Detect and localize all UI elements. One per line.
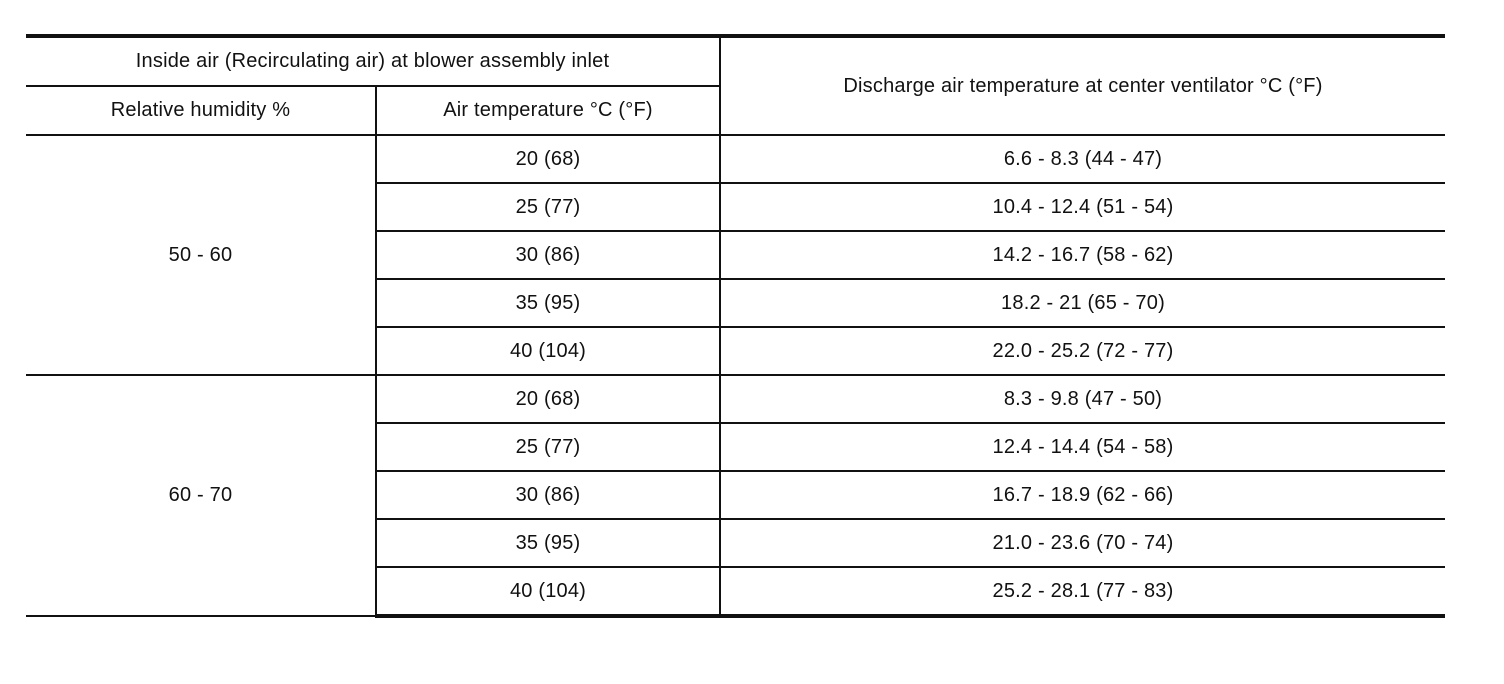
header-inside-air-group: Inside air (Recirculating air) at blower assembly inlet [26,36,720,86]
air-temp-cell: 30 (86) [376,471,720,519]
table-row [26,135,1445,183]
discharge-cell: 22.0 - 25.2 (72 - 77) [720,327,1445,375]
table-header [26,36,1445,135]
performance-spec-table [26,34,1445,618]
air-temp-cell: 35 (95) [376,519,720,567]
air-temp-cell: 30 (86) [376,231,720,279]
discharge-cell: 25.2 - 28.1 (77 - 83) [720,567,1445,616]
discharge-cell: 10.4 - 12.4 (51 - 54) [720,183,1445,231]
discharge-cell: 18.2 - 21 (65 - 70) [720,279,1445,327]
air-temp-cell: 20 (68) [376,135,720,183]
header-discharge-air: Discharge air temperature at center ventilator °C (°F) [720,36,1445,135]
air-temp-cell: 40 (104) [376,567,720,616]
humidity-cell: 50 - 60 [26,135,376,375]
header-air-temperature: Air temperature °C (°F) [376,86,720,135]
humidity-cell: 60 - 70 [26,375,376,616]
discharge-cell: 12.4 - 14.4 (54 - 58) [720,423,1445,471]
air-temp-cell: 25 (77) [376,423,720,471]
discharge-cell: 16.7 - 18.9 (62 - 66) [720,471,1445,519]
discharge-cell: 21.0 - 23.6 (70 - 74) [720,519,1445,567]
air-temp-cell: 35 (95) [376,279,720,327]
header-relative-humidity: Relative humidity % [26,86,376,135]
table-row [26,375,1445,423]
discharge-cell: 8.3 - 9.8 (47 - 50) [720,375,1445,423]
discharge-cell: 6.6 - 8.3 (44 - 47) [720,135,1445,183]
air-temp-cell: 20 (68) [376,375,720,423]
discharge-cell: 14.2 - 16.7 (58 - 62) [720,231,1445,279]
air-temp-cell: 40 (104) [376,327,720,375]
air-temp-cell: 25 (77) [376,183,720,231]
